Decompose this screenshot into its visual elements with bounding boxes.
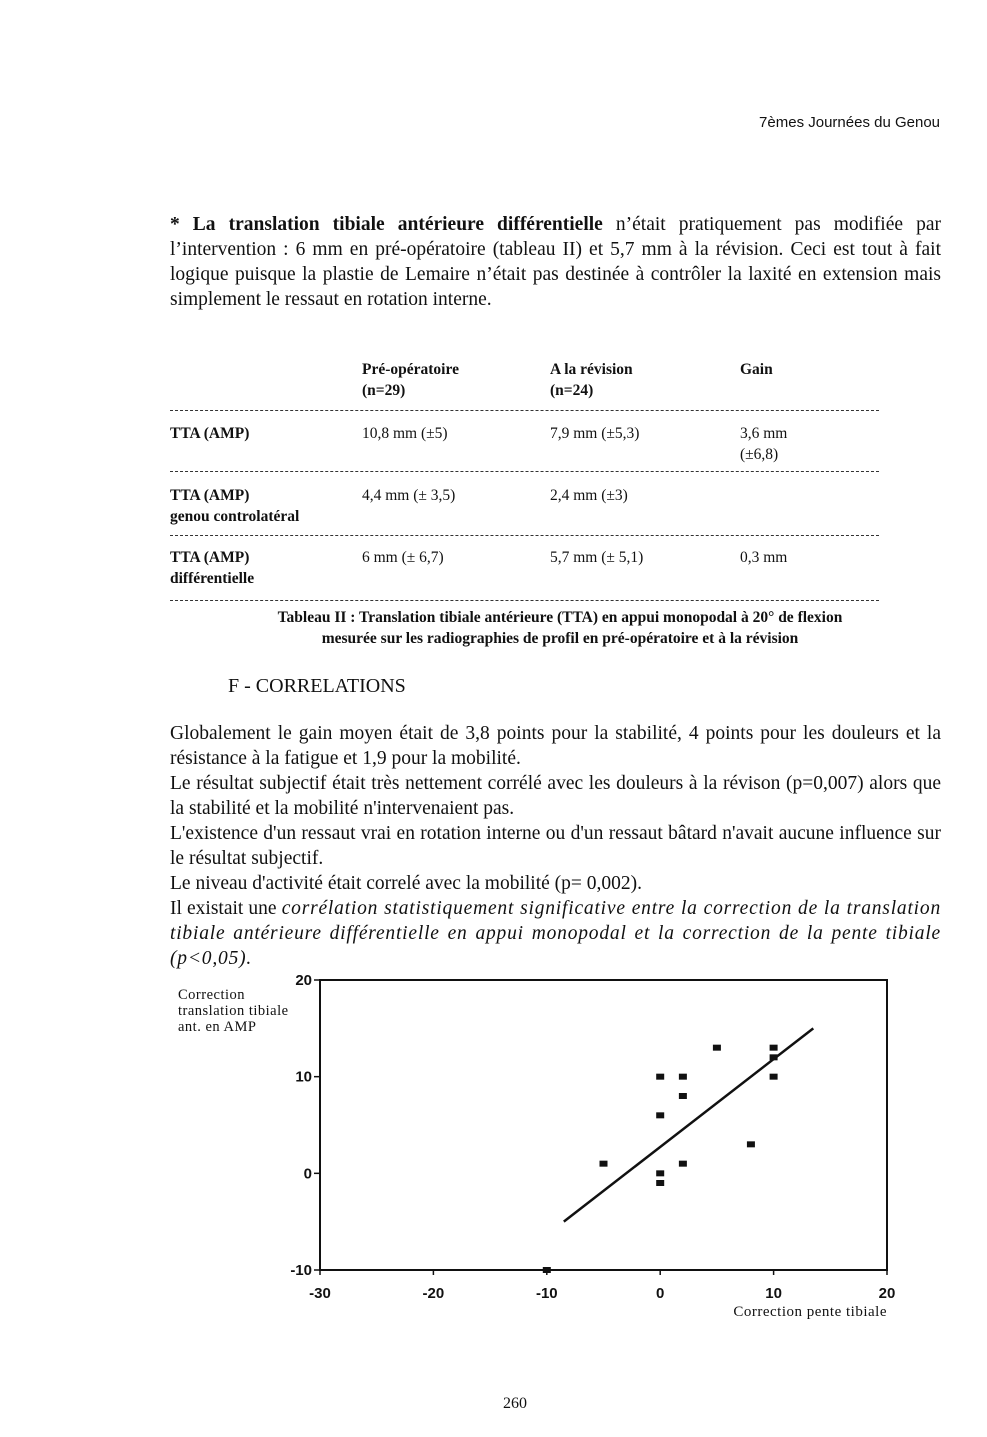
table-row-label-line2: genou controlatéral [170, 508, 300, 525]
x-tick-label: -20 [422, 1285, 445, 1302]
data-point [713, 1045, 721, 1051]
table-divider [170, 471, 879, 472]
table-cell-revision: 2,4 mm (±3) [550, 487, 628, 504]
intro-bold-lead: * La translation tibiale antérieure différentielle [170, 214, 603, 235]
body-paragraph [170, 896, 941, 971]
data-point [747, 1141, 755, 1147]
col-header-preop-line1: Pré-opératoire [362, 361, 459, 378]
x-tick-label: -30 [309, 1285, 331, 1302]
body-paragraph-italic: corrélation statistiquement significative entre la correction de la translation tibiale antérieure différentielle en appui monopodal et la correction de la pente tibiale (p<0,05). [170, 898, 941, 969]
col-header-revision [550, 359, 633, 401]
table-cell-preop: 4,4 mm (± 3,5) [362, 487, 456, 504]
x-tick-label: 0 [656, 1285, 665, 1302]
body-paragraph: Globalement le gain moyen était de 3,8 points pour la stabilité, 4 points pour les douleurs et la résistance à la fatigue et 1,9 pour la mobilité. [170, 723, 941, 769]
y-tick-label: 10 [295, 1068, 312, 1086]
col-header-revision-line1: A la révision [550, 361, 633, 378]
data-point [770, 1054, 778, 1060]
y-tick-label: 20 [295, 972, 312, 989]
data-point [679, 1074, 687, 1080]
data-point [656, 1112, 664, 1118]
running-header: 7èmes Journées du Genou [759, 114, 940, 131]
data-point [656, 1170, 664, 1176]
x-tick-label: -10 [535, 1285, 558, 1302]
table-caption-line1: Tableau II : Translation tibiale antérieure (TTA) en appui monopodal à 20° de flexion [277, 609, 843, 626]
table-row-label-line1: TTA (AMP) [170, 487, 250, 504]
body-text [170, 721, 941, 971]
section-title: F - CORRELATIONS [228, 675, 406, 697]
table-row-label: TTA (AMP) [170, 425, 250, 442]
data-point [679, 1161, 687, 1167]
plot-frame [320, 980, 887, 1270]
data-point [656, 1180, 664, 1186]
body-paragraph: L'existence d'un ressaut vrai en rotation interne ou d'un ressaut bâtard n'avait aucune influence sur le résultat subjectif. [170, 823, 941, 869]
data-point [543, 1267, 551, 1273]
chart-ylabel-line: translation tibiale [178, 1003, 289, 1019]
table-row-label [170, 485, 299, 527]
x-tick-label: 10 [765, 1285, 782, 1302]
table-divider [170, 535, 879, 536]
y-tick-label: 0 [303, 1165, 312, 1183]
intro-text: n’était pratiquement pas modifiée par l’intervention : 6 mm en pré-opératoire (tableau II) et 5,7 mm à la révision. Ceci est tout à fait logique puisque la plastie de Lemaire n’était pas destinée à contrôler la laxité en extension mais simplement le ressaut en rotation interne. [170, 214, 941, 310]
col-header-preop-line2: (n=29) [362, 382, 406, 399]
data-point [656, 1074, 664, 1080]
table-cell-gain [740, 423, 787, 465]
table-cell-gain-line2: (±6,8) [740, 446, 779, 463]
table-cell-revision: 5,7 mm (± 5,1) [550, 549, 644, 566]
table-row-label-line2: différentielle [170, 570, 255, 587]
data-point [600, 1161, 608, 1167]
table-row-label-line1: TTA (AMP) [170, 549, 250, 566]
body-paragraph: Le niveau d'activité était correlé avec la mobilité (p= 0,002). [170, 873, 643, 894]
table-cell-preop: 6 mm (± 6,7) [362, 549, 444, 566]
col-header-revision-line2: (n=24) [550, 382, 594, 399]
col-header-gain: Gain [740, 361, 773, 378]
table-cell-preop: 10,8 mm (±5) [362, 425, 448, 442]
table-caption-line2: mesurée sur les radiographies de profil en pré-opératoire et à la révision [321, 630, 799, 647]
table-caption [170, 607, 950, 649]
data-point [770, 1074, 778, 1080]
table-cell-revision: 7,9 mm (±5,3) [550, 425, 640, 442]
chart-ylabel-line: Correction [178, 987, 246, 1003]
x-tick-label: 20 [878, 1285, 896, 1302]
table-divider [170, 410, 879, 411]
intro-paragraph [170, 212, 941, 312]
chart-ylabel-line: ant. en AMP [178, 1019, 257, 1035]
page-number: 260 [503, 1395, 527, 1412]
table-cell-gain-line1: 3,6 mm [740, 425, 788, 442]
table-cell-gain: 0,3 mm [740, 549, 788, 566]
body-paragraph-start: Il existait une [170, 898, 282, 919]
table-divider [170, 600, 879, 601]
table-row-label [170, 547, 254, 589]
body-paragraph: Le résultat subjectif était très nettement corrélé avec les douleurs à la révison (p=0,007) alors que la stabilité et la mobilité n'intervenaient pas. [170, 773, 941, 819]
regression-line [564, 1028, 813, 1221]
data-point [679, 1093, 687, 1099]
data-point [770, 1045, 778, 1051]
y-tick-label: -10 [290, 1262, 312, 1279]
x-axis-label: Correction pente tibiale [733, 1304, 887, 1320]
col-header-preop [362, 359, 459, 401]
chart-ylabel [178, 987, 289, 1035]
